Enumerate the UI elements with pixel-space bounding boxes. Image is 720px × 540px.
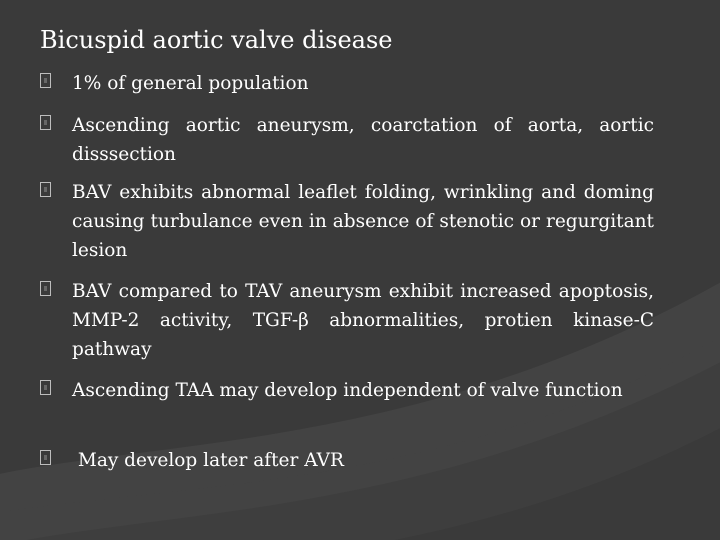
- square-bullet-icon: [40, 115, 51, 130]
- bullet-text: Ascending aortic aneurysm, coarctation of aorta, aortic disssection: [72, 115, 654, 165]
- slide-title: Bicuspid aortic valve disease: [40, 26, 393, 54]
- square-bullet-icon: [40, 73, 51, 88]
- bullet-text: May develop later after AVR: [72, 450, 344, 471]
- square-bullet-icon: [40, 281, 51, 296]
- square-bullet-icon: [40, 182, 51, 197]
- bullet-text: BAV compared to TAV aneurysm exhibit increased apoptosis, MMP-2 activity, TGF-β abnormalities, protien kinase-C pathway: [72, 281, 654, 360]
- bullet-text: Ascending TAA may develop independent of valve function: [72, 380, 623, 401]
- bullet-text: BAV exhibits abnormal leaflet folding, wrinkling and doming causing turbulance even in absence of stenotic or regurgitant lesion: [72, 182, 654, 261]
- bullet-text: 1% of general population: [72, 73, 309, 94]
- square-bullet-icon: [40, 450, 51, 465]
- square-bullet-icon: [40, 380, 51, 395]
